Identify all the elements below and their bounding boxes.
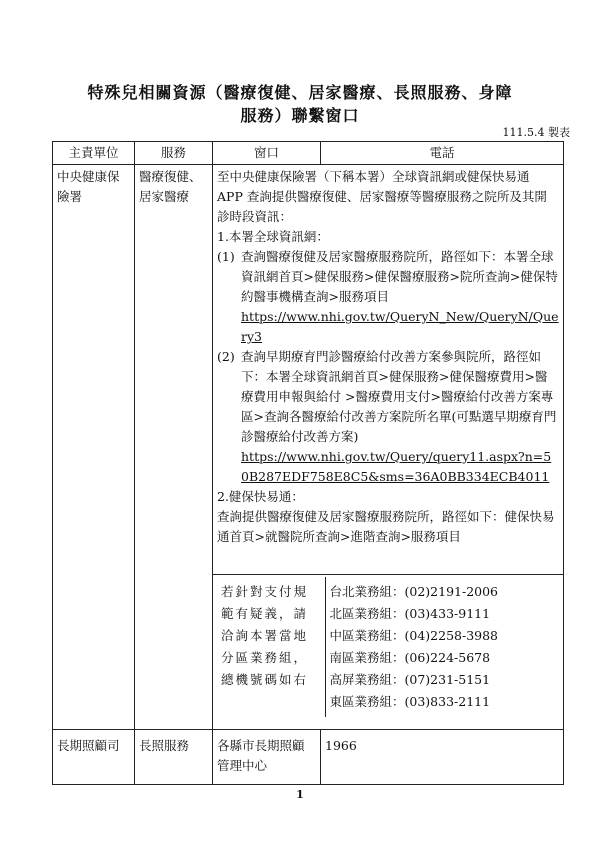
date-label: 111.5.4 製表 bbox=[502, 126, 570, 139]
document-title-line2: 服務）聯繫窗口 bbox=[240, 106, 360, 125]
item2-number: (2) bbox=[217, 349, 235, 364]
header-window: 窗口 bbox=[213, 142, 321, 165]
header-phone: 電話 bbox=[321, 142, 564, 165]
unit-cell: 長期照顧司 bbox=[53, 730, 135, 785]
section2-text: 查詢提供醫療復健及居家醫療服務院所，路徑如下：健保快易通首頁>就醫院所查詢>進階查詢>服務項目 bbox=[217, 509, 555, 544]
contact-cell bbox=[213, 575, 564, 730]
list-item bbox=[217, 247, 559, 347]
phone-cell: 1966 bbox=[321, 730, 564, 785]
list-item bbox=[217, 347, 559, 487]
item1-number: (1) bbox=[217, 249, 235, 264]
header-service: 服務 bbox=[135, 142, 213, 165]
header-unit: 主責單位 bbox=[53, 142, 135, 165]
item2-text: 查詢早期療育門診醫療給付改善方案參與院所，路徑如下：本署全球資訊網首頁>健保服務>健保醫療費用>醫療費用申報與給付 >醫療費用支付>醫療給付改善方案專區>查詢各醫療給付改善方案院所名單(可點選早期療育門診醫療給付改善方案) bbox=[241, 349, 557, 444]
phone-east: 東區業務組：(03)833-2111 bbox=[329, 694, 491, 709]
section1-title: 1.本署全球資訊網： bbox=[217, 229, 329, 244]
page-number: 1 bbox=[296, 788, 304, 801]
phone-list bbox=[325, 577, 568, 717]
phone-north: 北區業務組：(03)433-9111 bbox=[329, 606, 491, 621]
service-cell: 醫療復健、居家醫療 bbox=[135, 165, 213, 730]
contact-table bbox=[52, 141, 564, 785]
phone-central: 中區業務組：(04)2258-3988 bbox=[329, 628, 499, 643]
early-intervention-link[interactable]: https://www.nhi.gov.tw/Query/query11.aspx?n=50B287EDF758E8C5&sms=36A0BB334ECB4011 bbox=[241, 449, 552, 484]
phone-taipei: 台北業務組：(02)2191-2006 bbox=[329, 584, 499, 599]
table-row bbox=[53, 730, 564, 785]
unit-cell: 中央健康保險署 bbox=[53, 165, 135, 730]
section2-title: 2.健保快易通： bbox=[217, 489, 304, 504]
nhi-query-link[interactable]: https://www.nhi.gov.tw/QueryN_New/QueryN/Query3 bbox=[241, 309, 559, 344]
item1-text: 查詢醫療復健及居家醫療服務院所，路徑如下：本署全球資訊網首頁>健保服務>健保醫療服務>院所查詢>健保特約醫事機構查詢>服務項目 bbox=[241, 249, 558, 304]
service-cell: 長照服務 bbox=[135, 730, 213, 785]
table-header-row bbox=[53, 142, 564, 165]
document-title-line1: 特殊兒相關資源（醫療復健、居家醫療、長照服務、身障 bbox=[87, 83, 513, 102]
detail-cell bbox=[213, 165, 564, 575]
phone-kaoping: 高屏業務組：(07)231-5151 bbox=[329, 672, 491, 687]
phone-south: 南區業務組：(06)224-5678 bbox=[329, 650, 491, 665]
contact-note: 若針對支付規範有疑義，請洽詢本署當地分區業務組，總機號碼如右 bbox=[217, 577, 325, 717]
table-row bbox=[53, 165, 564, 575]
contact-inner-table bbox=[217, 577, 568, 717]
window-cell: 各縣市長期照顧管理中心 bbox=[213, 730, 321, 785]
intro-text: 至中央健康保險署（下稱本署）全球資訊網或健保快易通 APP 查詢提供醫療復健、居家醫療等醫療服務之院所及其開診時段資訊： bbox=[217, 169, 547, 224]
